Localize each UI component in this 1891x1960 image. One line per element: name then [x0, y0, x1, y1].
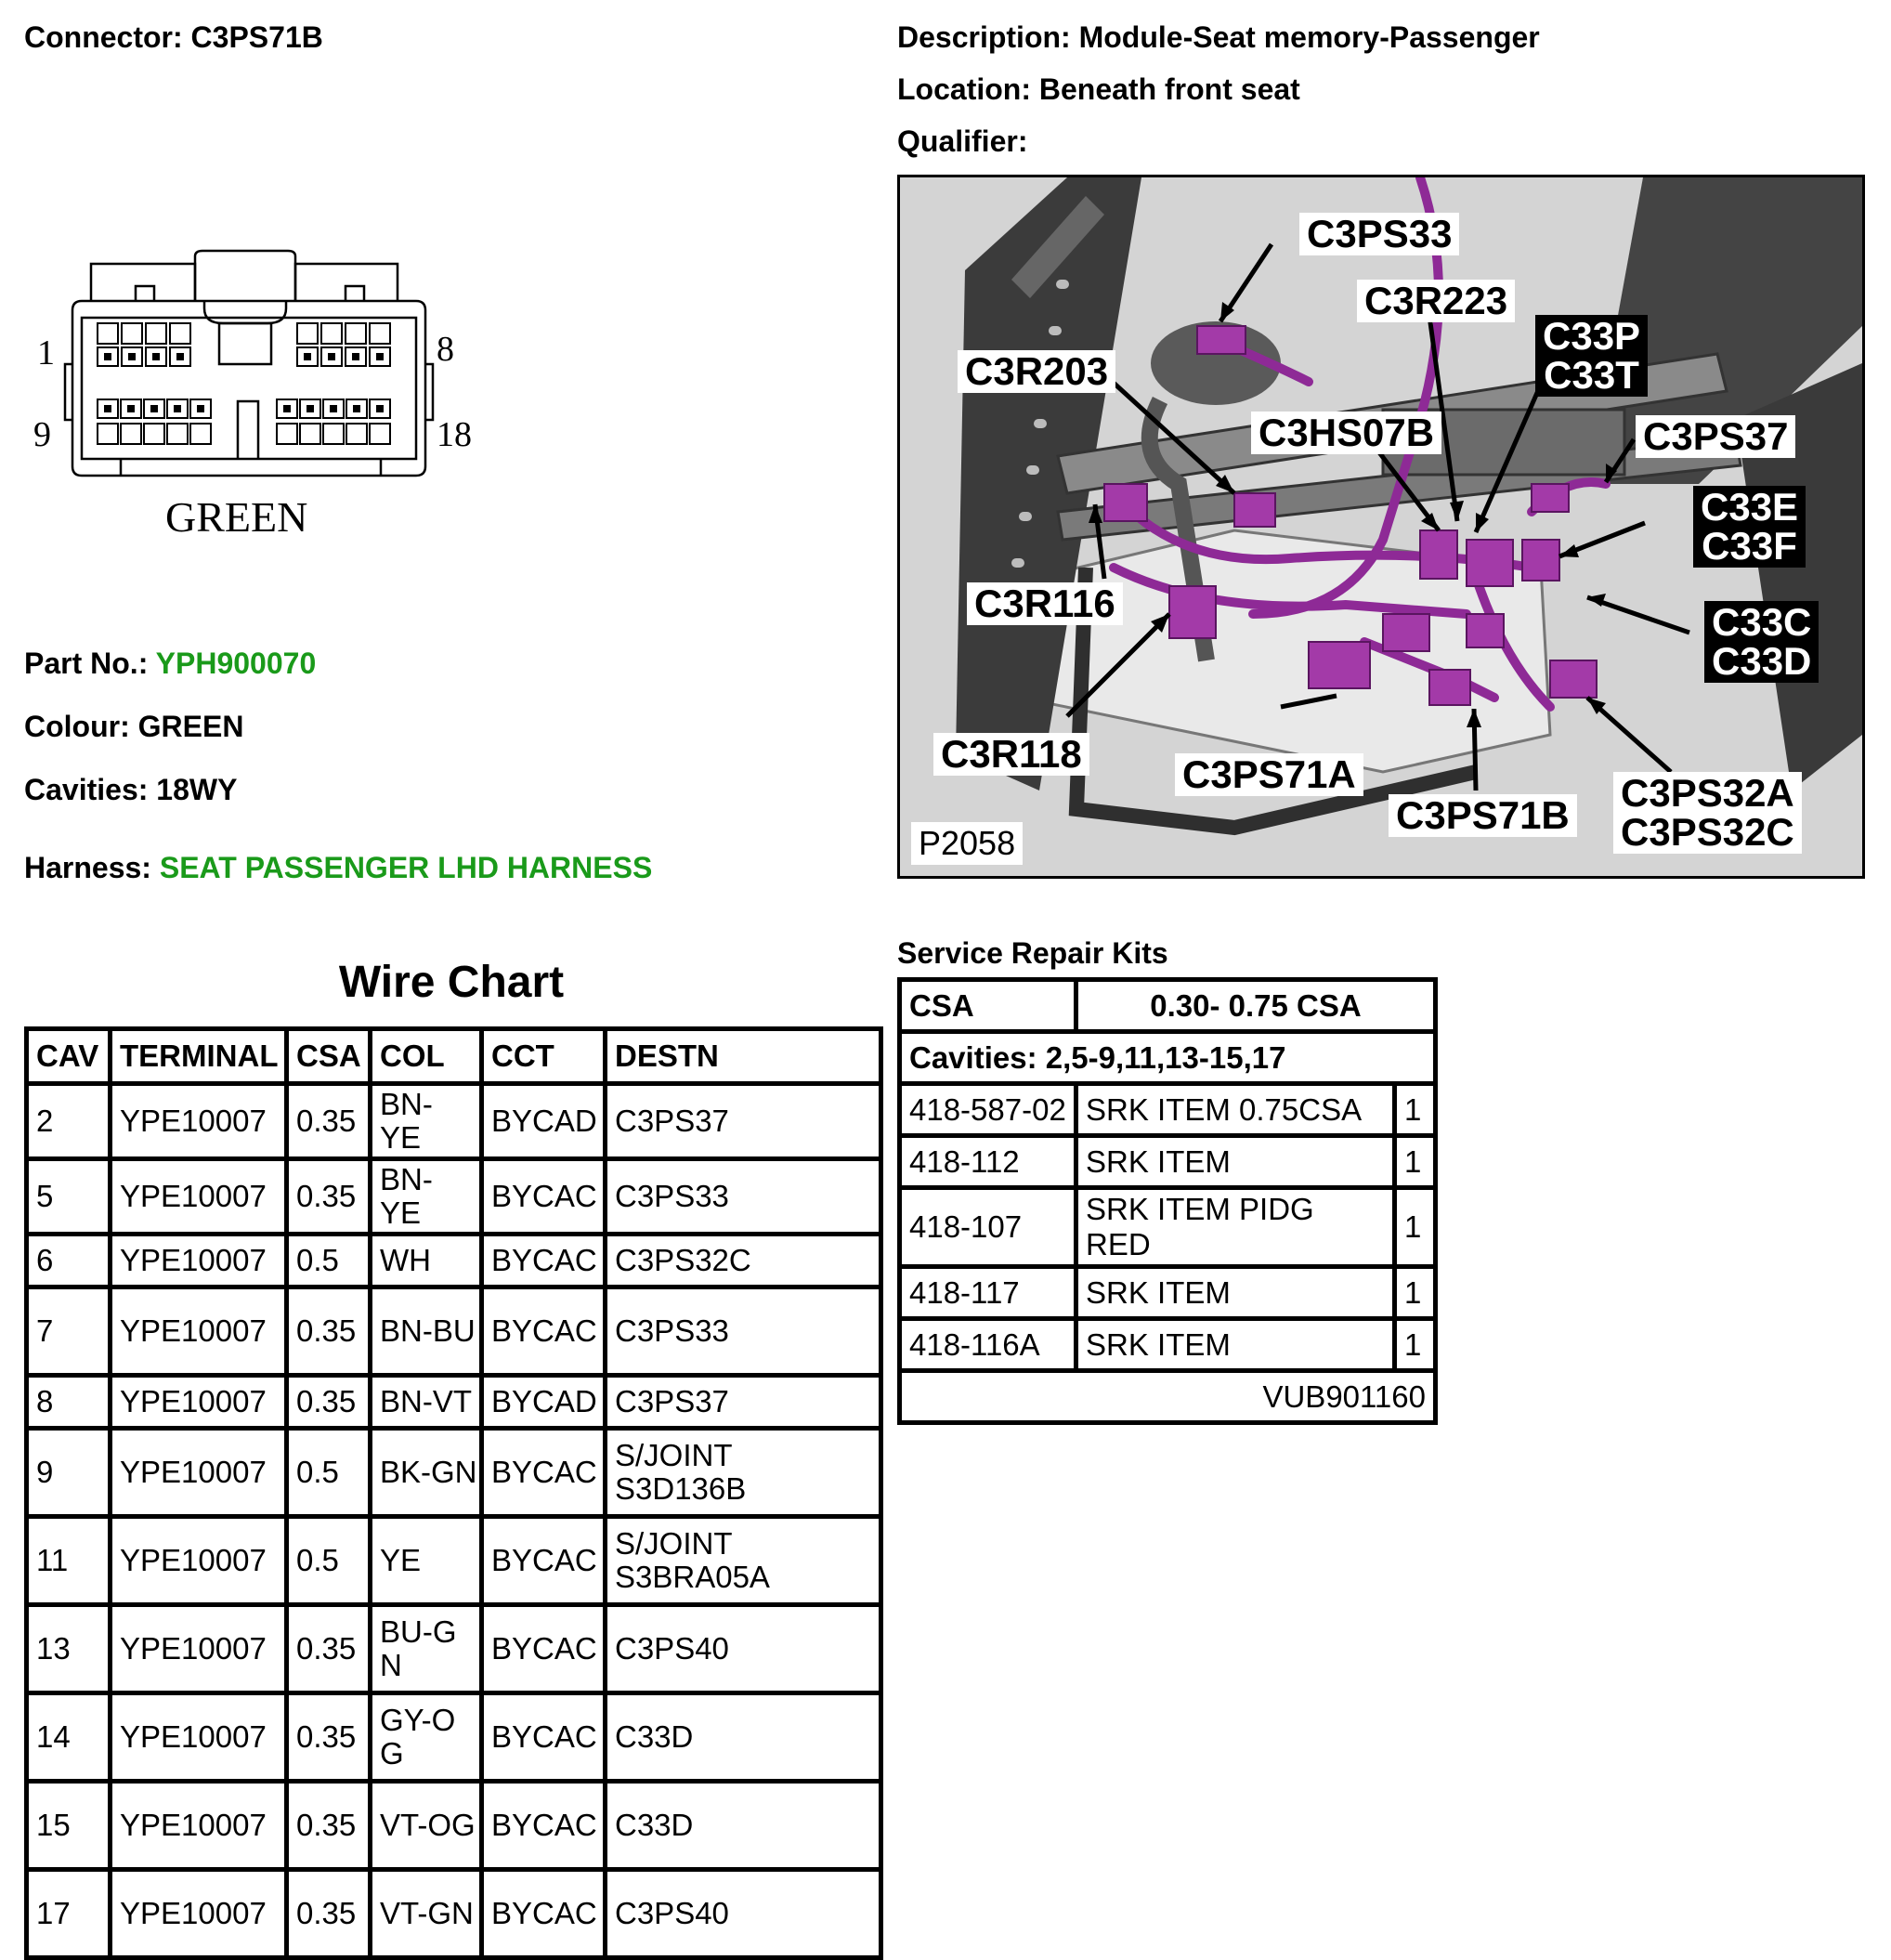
table-row [900, 1136, 1436, 1188]
callout-c3r223: C3R223 [1357, 280, 1515, 322]
callout-c3hs07b: C3HS07B [1251, 412, 1441, 454]
connector-colour-caption: GREEN [165, 493, 308, 541]
photo-id: P2058 [911, 822, 1023, 865]
cav-cell: 5 [27, 1159, 111, 1235]
callout-c33p: C33P [1543, 314, 1641, 358]
qualifier-label: Qualifier: [897, 124, 1028, 158]
table-row [900, 1188, 1436, 1267]
pin-1-label: 1 [37, 333, 55, 372]
pin-18-label: 18 [437, 415, 472, 454]
srk-desc: SRK ITEM [1076, 1267, 1395, 1319]
csa-cell: 0.5 [287, 1235, 371, 1287]
callout-c3ps71a: C3PS71A [1175, 753, 1363, 796]
col-cell: VT-OG [371, 1782, 482, 1870]
srk-qty: 1 [1395, 1136, 1436, 1188]
harness-line [24, 851, 652, 885]
callout-c33d: C33D [1712, 639, 1812, 683]
srk-kit-row [900, 1371, 1436, 1423]
col-cell: YE [371, 1517, 482, 1605]
pin-9-label: 9 [33, 415, 51, 454]
table-row [27, 1870, 881, 1958]
col-cell: BK-GN [371, 1429, 482, 1517]
description-label: Description: [897, 20, 1071, 54]
table-row [27, 1782, 881, 1870]
srk-qty: 1 [1395, 1084, 1436, 1136]
header-cct: CCT [482, 1029, 606, 1084]
destn-cell: C3PS40 [606, 1605, 881, 1693]
connector-label: Connector: [24, 20, 183, 54]
csa-cell: 0.35 [287, 1376, 371, 1429]
callout-c33c: C33C [1712, 600, 1812, 644]
connector-heading [24, 20, 323, 55]
wire-chart-header-row [27, 1029, 881, 1084]
callout-c33t: C33T [1544, 353, 1639, 397]
callout-c3ps32a: C3PS32A [1621, 771, 1794, 815]
pin-8-label: 8 [437, 330, 454, 369]
terminal-cell: YPE10007 [111, 1287, 287, 1376]
colour-value: GREEN [137, 710, 244, 743]
srk-part: 418-587-02 [900, 1084, 1076, 1136]
srk-qty: 1 [1395, 1188, 1436, 1267]
harness-label: Harness: [24, 851, 151, 884]
cct-cell: BYCAC [482, 1235, 606, 1287]
cavities-label: Cavities: [24, 773, 149, 806]
table-row [900, 1319, 1436, 1371]
srk-part: 418-117 [900, 1267, 1076, 1319]
cav-cell: 13 [27, 1605, 111, 1693]
srk-csa-label: CSA [900, 980, 1076, 1032]
csa-cell: 0.35 [287, 1159, 371, 1235]
description-value: Module-Seat memory-Passenger [1078, 20, 1540, 54]
csa-cell: 0.35 [287, 1870, 371, 1958]
terminal-cell: YPE10007 [111, 1782, 287, 1870]
terminal-cell: YPE10007 [111, 1870, 287, 1958]
srk-title: Service Repair Kits [897, 936, 1168, 970]
cct-cell: BYCAC [482, 1287, 606, 1376]
col-cell: GY-OG [371, 1693, 482, 1782]
table-row [27, 1376, 881, 1429]
destn-cell: S/JOINT S3D136B [606, 1429, 881, 1517]
cav-cell: 9 [27, 1429, 111, 1517]
srk-cavities-row [900, 1032, 1436, 1084]
srk-desc: SRK ITEM PIDG RED [1076, 1188, 1395, 1267]
part-number-value: YPH900070 [155, 647, 317, 680]
csa-cell: 0.35 [287, 1287, 371, 1376]
table-row [27, 1517, 881, 1605]
cavities-line [24, 773, 237, 807]
location-photo [897, 175, 1865, 879]
table-row [27, 1084, 881, 1159]
srk-desc: SRK ITEM [1076, 1319, 1395, 1371]
terminal-cell: YPE10007 [111, 1235, 287, 1287]
table-row [27, 1287, 881, 1376]
destn-cell: C3PS37 [606, 1084, 881, 1159]
table-row [27, 1159, 881, 1235]
callout-c3ps32c: C3PS32C [1621, 810, 1794, 854]
cct-cell: BYCAC [482, 1782, 606, 1870]
col-cell: BN-VT [371, 1376, 482, 1429]
terminal-cell: YPE10007 [111, 1159, 287, 1235]
callout-c3ps37: C3PS37 [1636, 415, 1795, 458]
cct-cell: BYCAC [482, 1605, 606, 1693]
cav-cell: 11 [27, 1517, 111, 1605]
cct-cell: BYCAC [482, 1517, 606, 1605]
destn-cell: C3PS33 [606, 1159, 881, 1235]
srk-table [897, 977, 1438, 1425]
part-number-line [24, 647, 316, 681]
cavities-value: 18WY [156, 773, 238, 806]
cct-cell: BYCAD [482, 1376, 606, 1429]
srk-part: 418-116A [900, 1319, 1076, 1371]
csa-cell: 0.35 [287, 1084, 371, 1159]
col-cell: BN-BU [371, 1287, 482, 1376]
table-row [900, 1084, 1436, 1136]
cav-cell: 15 [27, 1782, 111, 1870]
destn-cell: C3PS32C [606, 1235, 881, 1287]
table-row [27, 1429, 881, 1517]
cct-cell: BYCAC [482, 1429, 606, 1517]
harness-value: SEAT PASSENGER LHD HARNESS [159, 851, 653, 884]
col-cell: BN-YE [371, 1159, 482, 1235]
destn-cell: C33D [606, 1693, 881, 1782]
callout-c3r203: C3R203 [958, 350, 1115, 393]
destn-cell: C3PS37 [606, 1376, 881, 1429]
csa-cell: 0.5 [287, 1429, 371, 1517]
srk-csa-value: 0.30- 0.75 CSA [1076, 980, 1436, 1032]
srk-desc: SRK ITEM [1076, 1136, 1395, 1188]
terminal-cell: YPE10007 [111, 1429, 287, 1517]
srk-desc: SRK ITEM 0.75CSA [1076, 1084, 1395, 1136]
srk-kit-number: VUB901160 [900, 1371, 1436, 1423]
callout-c33f: C33F [1702, 524, 1797, 568]
location-label: Location: [897, 72, 1031, 106]
terminal-cell: YPE10007 [111, 1084, 287, 1159]
header-col: COL [371, 1029, 482, 1084]
header-destn: DESTN [606, 1029, 881, 1084]
cav-cell: 14 [27, 1693, 111, 1782]
csa-cell: 0.35 [287, 1605, 371, 1693]
col-cell: BU-GN [371, 1605, 482, 1693]
cav-cell: 7 [27, 1287, 111, 1376]
callout-c33c-c33d [1704, 601, 1819, 683]
description-line [897, 20, 1540, 55]
part-number-label: Part No.: [24, 647, 149, 680]
table-row [27, 1235, 881, 1287]
terminal-cell: YPE10007 [111, 1376, 287, 1429]
table-row [900, 1267, 1436, 1319]
srk-csa-row [900, 980, 1436, 1032]
callout-c3ps32a-c3ps32c [1613, 772, 1802, 854]
header-cav: CAV [27, 1029, 111, 1084]
callout-c3ps71b: C3PS71B [1389, 794, 1577, 837]
header-terminal: TERMINAL [111, 1029, 287, 1084]
callout-c33e: C33E [1701, 485, 1799, 529]
callout-c33p-c33t [1535, 315, 1648, 397]
cct-cell: BYCAD [482, 1084, 606, 1159]
cav-cell: 8 [27, 1376, 111, 1429]
col-cell: WH [371, 1235, 482, 1287]
col-cell: BN-YE [371, 1084, 482, 1159]
cav-cell: 6 [27, 1235, 111, 1287]
connector-face-diagram [28, 243, 502, 559]
cct-cell: BYCAC [482, 1159, 606, 1235]
table-row [27, 1693, 881, 1782]
srk-qty: 1 [1395, 1319, 1436, 1371]
connector-value: C3PS71B [190, 20, 323, 54]
csa-cell: 0.5 [287, 1517, 371, 1605]
header-csa: CSA [287, 1029, 371, 1084]
col-cell: VT-GN [371, 1870, 482, 1958]
wire-chart-title: Wire Chart [338, 958, 565, 1007]
callout-c33e-c33f [1693, 486, 1806, 568]
cct-cell: BYCAC [482, 1693, 606, 1782]
table-row [27, 1605, 881, 1693]
destn-cell: C3PS33 [606, 1287, 881, 1376]
srk-qty: 1 [1395, 1267, 1436, 1319]
srk-cavities: Cavities: 2,5-9,11,13-15,17 [900, 1032, 1436, 1084]
terminal-cell: YPE10007 [111, 1605, 287, 1693]
srk-part: 418-107 [900, 1188, 1076, 1267]
destn-cell: S/JOINT S3BRA05A [606, 1517, 881, 1605]
wire-chart-table [24, 1026, 883, 1960]
destn-cell: C33D [606, 1782, 881, 1870]
cct-cell: BYCAC [482, 1870, 606, 1958]
destn-cell: C3PS40 [606, 1870, 881, 1958]
cav-cell: 17 [27, 1870, 111, 1958]
terminal-cell: YPE10007 [111, 1693, 287, 1782]
cav-cell: 2 [27, 1084, 111, 1159]
colour-label: Colour: [24, 710, 130, 743]
callout-c3r118: C3R118 [933, 733, 1089, 776]
csa-cell: 0.35 [287, 1782, 371, 1870]
csa-cell: 0.35 [287, 1693, 371, 1782]
location-value: Beneath front seat [1038, 72, 1300, 106]
srk-part: 418-112 [900, 1136, 1076, 1188]
colour-line [24, 710, 243, 744]
callout-c3ps33: C3PS33 [1299, 213, 1459, 255]
callout-c3r116: C3R116 [967, 582, 1123, 625]
location-line [897, 72, 1300, 107]
terminal-cell: YPE10007 [111, 1517, 287, 1605]
